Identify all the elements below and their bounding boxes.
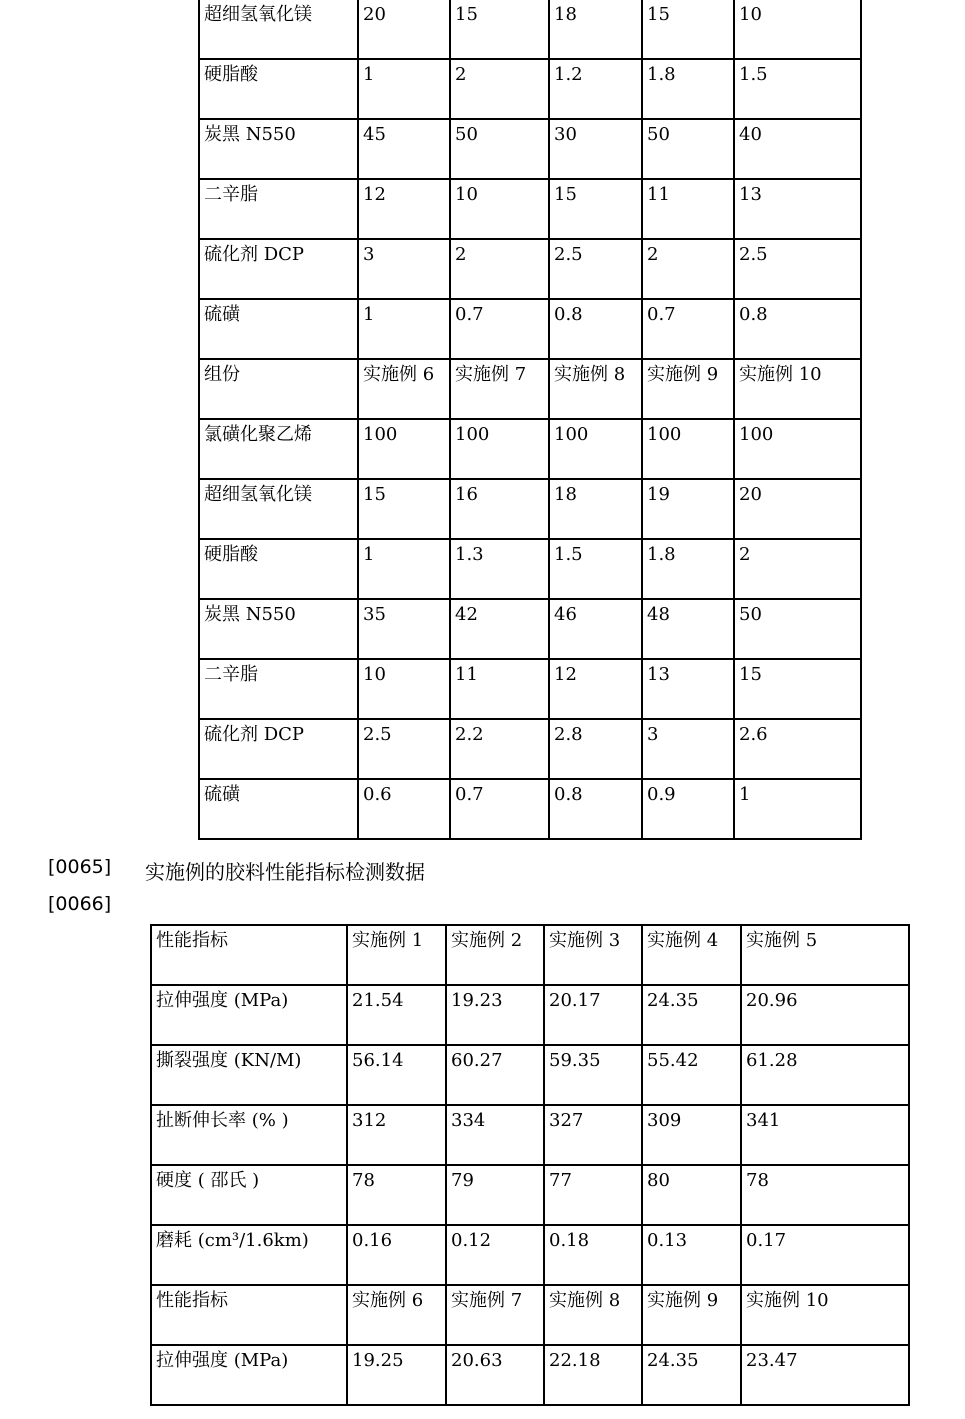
- table-row: [151, 985, 909, 1045]
- value-cell: 50: [450, 119, 549, 179]
- value-cell: 实施例 4: [642, 925, 741, 985]
- table-row: [199, 119, 861, 179]
- value-cell: 61.28: [741, 1045, 909, 1105]
- value-cell: 2.2: [450, 719, 549, 779]
- row-label-cell: 扯断伸长率 (% ): [151, 1105, 347, 1165]
- value-cell: 11: [642, 179, 734, 239]
- value-cell: 327: [544, 1105, 642, 1165]
- value-cell: 0.9: [642, 779, 734, 839]
- value-cell: 59.35: [544, 1045, 642, 1105]
- value-cell: 0.17: [741, 1225, 909, 1285]
- row-label-cell: 超细氢氧化镁: [199, 0, 358, 59]
- value-cell: 20: [358, 0, 450, 59]
- table-row: [151, 1165, 909, 1225]
- value-cell: 12: [358, 179, 450, 239]
- value-cell: 1.8: [642, 59, 734, 119]
- value-cell: 79: [446, 1165, 544, 1225]
- value-cell: 2: [734, 539, 861, 599]
- row-label-cell: 硬脂酸: [199, 59, 358, 119]
- performance-table: [150, 924, 910, 1406]
- row-label-cell: 氯磺化聚乙烯: [199, 419, 358, 479]
- value-cell: 实施例 1: [347, 925, 446, 985]
- value-cell: 21.54: [347, 985, 446, 1045]
- value-cell: 实施例 9: [642, 359, 734, 419]
- table-row: [199, 0, 861, 59]
- value-cell: 309: [642, 1105, 741, 1165]
- table-row: [199, 479, 861, 539]
- row-label-cell: 超细氢氧化镁: [199, 479, 358, 539]
- value-cell: 20: [734, 479, 861, 539]
- value-cell: 45: [358, 119, 450, 179]
- value-cell: 实施例 6: [347, 1285, 446, 1345]
- row-label-cell: 二辛脂: [199, 659, 358, 719]
- value-cell: 13: [642, 659, 734, 719]
- value-cell: 0.7: [642, 299, 734, 359]
- value-cell: 10: [450, 179, 549, 239]
- value-cell: 15: [450, 0, 549, 59]
- value-cell: 0.8: [549, 299, 642, 359]
- value-cell: 3: [642, 719, 734, 779]
- value-cell: 1.2: [549, 59, 642, 119]
- value-cell: 0.8: [549, 779, 642, 839]
- value-cell: 56.14: [347, 1045, 446, 1105]
- value-cell: 50: [734, 599, 861, 659]
- table-row: [199, 539, 861, 599]
- row-label-cell: 撕裂强度 (KN/M): [151, 1045, 347, 1105]
- row-label-cell: 硬度 ( 邵氏 ): [151, 1165, 347, 1225]
- value-cell: 16: [450, 479, 549, 539]
- value-cell: 341: [741, 1105, 909, 1165]
- value-cell: 60.27: [446, 1045, 544, 1105]
- value-cell: 0.8: [734, 299, 861, 359]
- value-cell: 1.5: [734, 59, 861, 119]
- value-cell: 30: [549, 119, 642, 179]
- value-cell: 50: [642, 119, 734, 179]
- row-label-cell: 二辛脂: [199, 179, 358, 239]
- value-cell: 40: [734, 119, 861, 179]
- table-row: [151, 1225, 909, 1285]
- table-row: [199, 659, 861, 719]
- value-cell: 13: [734, 179, 861, 239]
- row-label-cell: 炭黑 N550: [199, 599, 358, 659]
- value-cell: 334: [446, 1105, 544, 1165]
- value-cell: 2: [642, 239, 734, 299]
- value-cell: 15: [734, 659, 861, 719]
- table-row: [199, 599, 861, 659]
- value-cell: 20.17: [544, 985, 642, 1045]
- value-cell: 18: [549, 0, 642, 59]
- value-cell: 1.8: [642, 539, 734, 599]
- value-cell: 实施例 6: [358, 359, 450, 419]
- value-cell: 312: [347, 1105, 446, 1165]
- value-cell: 19.23: [446, 985, 544, 1045]
- value-cell: 1: [358, 299, 450, 359]
- row-label-cell: 硬脂酸: [199, 539, 358, 599]
- row-label-cell: 硫磺: [199, 299, 358, 359]
- value-cell: 10: [734, 0, 861, 59]
- value-cell: 1: [358, 59, 450, 119]
- row-label-cell: 性能指标: [151, 925, 347, 985]
- row-label-cell: 拉伸强度 (MPa): [151, 1345, 347, 1405]
- value-cell: 0.6: [358, 779, 450, 839]
- value-cell: 42: [450, 599, 549, 659]
- value-cell: 20.63: [446, 1345, 544, 1405]
- value-cell: 78: [347, 1165, 446, 1225]
- table-row: [199, 179, 861, 239]
- value-cell: 24.35: [642, 1345, 741, 1405]
- row-label-cell: 硫化剂 DCP: [199, 239, 358, 299]
- table-row: [199, 719, 861, 779]
- table-row: [151, 1105, 909, 1165]
- table-caption: 实施例的胶料性能指标检测数据: [145, 860, 425, 884]
- value-cell: 15: [358, 479, 450, 539]
- value-cell: 实施例 8: [549, 359, 642, 419]
- value-cell: 80: [642, 1165, 741, 1225]
- value-cell: 23.47: [741, 1345, 909, 1405]
- row-label-cell: 拉伸强度 (MPa): [151, 985, 347, 1045]
- value-cell: 100: [549, 419, 642, 479]
- value-cell: 实施例 10: [741, 1285, 909, 1345]
- row-label-cell: 炭黑 N550: [199, 119, 358, 179]
- value-cell: 1: [734, 779, 861, 839]
- row-label-cell: 磨耗 (cm³/1.6km): [151, 1225, 347, 1285]
- table-row: [199, 419, 861, 479]
- value-cell: 78: [741, 1165, 909, 1225]
- value-cell: 20.96: [741, 985, 909, 1045]
- value-cell: 0.12: [446, 1225, 544, 1285]
- value-cell: 实施例 5: [741, 925, 909, 985]
- value-cell: 实施例 7: [446, 1285, 544, 1345]
- value-cell: 100: [358, 419, 450, 479]
- value-cell: 100: [734, 419, 861, 479]
- value-cell: 11: [450, 659, 549, 719]
- value-cell: 100: [642, 419, 734, 479]
- value-cell: 0.16: [347, 1225, 446, 1285]
- value-cell: 实施例 7: [450, 359, 549, 419]
- paragraph-number-0065: [0065]: [48, 856, 112, 878]
- value-cell: 1: [358, 539, 450, 599]
- table-row: [199, 239, 861, 299]
- table-row: [151, 925, 909, 985]
- value-cell: 55.42: [642, 1045, 741, 1105]
- value-cell: 15: [549, 179, 642, 239]
- value-cell: 100: [450, 419, 549, 479]
- value-cell: 10: [358, 659, 450, 719]
- value-cell: 2.5: [549, 239, 642, 299]
- value-cell: 实施例 9: [642, 1285, 741, 1345]
- value-cell: 实施例 10: [734, 359, 861, 419]
- value-cell: 2.5: [734, 239, 861, 299]
- table-row: [199, 779, 861, 839]
- value-cell: 1.5: [549, 539, 642, 599]
- table-row: [151, 1285, 909, 1345]
- table-row: [151, 1345, 909, 1405]
- value-cell: 19.25: [347, 1345, 446, 1405]
- row-label-cell: 组份: [199, 359, 358, 419]
- row-label-cell: 性能指标: [151, 1285, 347, 1345]
- value-cell: 2.6: [734, 719, 861, 779]
- value-cell: 实施例 3: [544, 925, 642, 985]
- row-label-cell: 硫磺: [199, 779, 358, 839]
- value-cell: 24.35: [642, 985, 741, 1045]
- value-cell: 2: [450, 239, 549, 299]
- table-row: [199, 59, 861, 119]
- value-cell: 35: [358, 599, 450, 659]
- value-cell: 0.18: [544, 1225, 642, 1285]
- value-cell: 77: [544, 1165, 642, 1225]
- value-cell: 2: [450, 59, 549, 119]
- formulation-table: [198, 0, 862, 840]
- value-cell: 18: [549, 479, 642, 539]
- table-row: [151, 1045, 909, 1105]
- value-cell: 48: [642, 599, 734, 659]
- paragraph-number-0066: [0066]: [48, 893, 112, 915]
- row-label-cell: 硫化剂 DCP: [199, 719, 358, 779]
- value-cell: 实施例 8: [544, 1285, 642, 1345]
- value-cell: 实施例 2: [446, 925, 544, 985]
- value-cell: 22.18: [544, 1345, 642, 1405]
- value-cell: 0.7: [450, 779, 549, 839]
- table-row: [199, 299, 861, 359]
- value-cell: 2.5: [358, 719, 450, 779]
- value-cell: 19: [642, 479, 734, 539]
- value-cell: 15: [642, 0, 734, 59]
- value-cell: 0.13: [642, 1225, 741, 1285]
- value-cell: 12: [549, 659, 642, 719]
- value-cell: 1.3: [450, 539, 549, 599]
- value-cell: 46: [549, 599, 642, 659]
- value-cell: 2.8: [549, 719, 642, 779]
- table-row: [199, 359, 861, 419]
- value-cell: 3: [358, 239, 450, 299]
- value-cell: 0.7: [450, 299, 549, 359]
